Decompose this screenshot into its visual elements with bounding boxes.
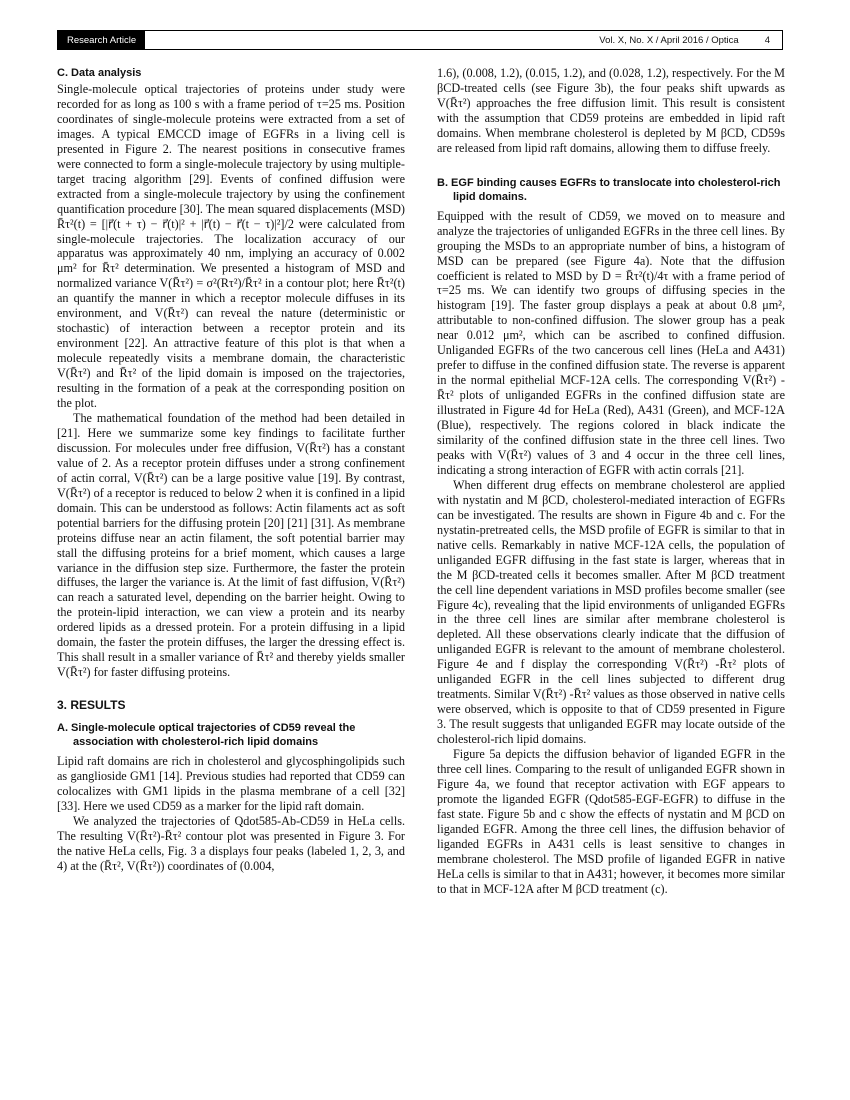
heading-results-b: B. EGF binding causes EGFRs to translocate into cholesterol-rich lipid domains. — [437, 176, 781, 203]
paragraph-results-b-2: When different drug effects on membrane cholesterol are applied with nystatin and M βCD, cholesterol-mediated interaction of EGFRs can be investigated. The results are shown in Figure 4b and c. For the nystatin-pretreated cells, the MSD profile of EGFR is similar to that in native cells. Remarkably in native MCF-12A cells, the population of unliganded EGFR diffusing in the fast state is larger, whereas that in the M βCD-treated cells it becomes smaller. After M βCD treatment the cell line dependent variations in MSD profiles become smaller (see Figure 4c), revealing that the lipid environments of unliganded EGFRs in the three cell lines are similar after membrane cholesterol is depleted. All these observations clearly indicate that the diffusion of unliganded EGFR is relevant to the amount of membrane cholesterol. Figure 4e and f display the corresponding V(R̄τ²) -R̄τ² plots of unliganded EGFR in the cell lines subjected to different drug treatments. Similar V(R̄τ²) -R̄τ² values as those observed in native cells were observed, which is opposite to that of CD59 presented in Figure 3. The result suggests that unliganded EGFR may locate outside of the cholesterol-rich lipid domains. — [437, 477, 785, 747]
left-column — [57, 66, 405, 874]
heading-results: 3. RESULTS — [57, 698, 126, 713]
right-column — [437, 66, 785, 897]
paragraph-results-a-2: We analyzed the trajectories of Qdot585-Ab-CD59 in HeLa cells. The resulting V(R̄τ²)-R̄τ² contour plot was presented in Figure 3. For the native HeLa cells, Fig. 3 a displays four peaks (labeled 1, 2, 3, and 4) at the (R̄τ², V(R̄τ²)) coordinates of (0.004, — [57, 813, 405, 873]
paragraph-results-a-3: 1.6), (0.008, 1.2), (0.015, 1.2), and (0.028, 1.2), respectively. For the M βCD-treated cells (see Figure 3b), the four peaks shift upwards as V(R̄τ²) approaches the free diffusion limit. This result is consistent with the assumption that CD59 proteins are embedded in lipid raft domains. When membrane cholesterol is depleted by M βCD, CD59s are released from lipid raft domains, allowing them to diffuse freely. — [437, 66, 785, 155]
page-number: 4 — [764, 34, 770, 46]
paragraph-data-analysis-1: Single-molecule optical trajectories of proteins under study were recorded for as long as 100 s with a frame period of τ=25 ms. Position coordinates of single-molecule proteins were extracted from a set of images. A typical EMCCD image of EGFRs in a living cell is presented in Figure 2. The nearest positions in consecutive frames were connected to form a single-molecule trajectory by using multiple-target tracing algorithm [29]. Events of confined diffusion were extracted from a single-molecule trajectory by using the confinement quantification procedure [30]. The mean squared displacements (MSD) R̄τ²(t) = [|r⃗(t + τ) − r⃗(t)|² + |r⃗(t) − r⃗(t − τ)|²]/2 were calculated from single-molecule trajectories. The localization accuracy of our apparatus was approximately 40 nm, implying an accuracy of 0.002 μm² for R̄τ² determination. We presented a histogram of MSD and normalized variance V(R̄τ²) = σ²(Rτ²)/R̄τ² in a contour plot; here R̄τ²(t) an quantify the manner in which a receptor molecule diffuses in its environment, and V(R̄τ²) can reveal the nature (deterministic or stochastic) of interaction between a receptor protein and its environment [22]. An attractive feature of this plot is that when a molecule repeatedly visits a membrane domain, the characteristic V(R̄τ²) and R̄τ² of the lipid domain is imposed on the trajectories, resulting in the formation of a peak at the corresponding position on the plot. — [57, 82, 405, 411]
paragraph-results-b-1: Equipped with the result of CD59, we moved on to measure and analyze the trajectories of unliganded EGFRs in the three cell lines. By grouping the MSDs to an appropriate number of bins, a histogram of MSD can be prepared (see Figure 4a). Note that the diffusion coefficient is related to MSD by D = R̄τ²(t)/4τ with a frame period of τ=25 ms. We can identify two groups of diffusing species in the histogram [19]. The faster group displays a peak at about 0.8 μm², attributable to non-confined diffusion. The slower group has a peak near 0.012 μm², which can be ascribed to confined diffusion. Unliganded EGFRs of the two cancerous cell lines (HeLa and A431) prefer to diffuse in the confined diffusion state. The reverse is apparent in the normal epithelial MCF-12A cells. The corresponding V(R̄τ²) -R̄τ² plots of unliganded EGFRs in the confined diffusion state are illustrated in Figure 4d for HeLa (Red), A431 (Green), and MCF-12A (Blue), respectively. The regions colored in black indicate the similarity of the confined diffusion state in the three cell lines. Two peaks with V(R̄τ²) values of 3 and 4 occur in the three cell lines, indicating a strong interaction of EGFR with actin corrals [21]. — [437, 208, 785, 477]
paragraph-results-b-3: Figure 5a depicts the diffusion behavior of liganded EGFR in the three cell lines. Comparing to the result of unliganded EGFR shown in Figure 4a, we found that receptor activation with EGF appears to promote the liganded EGFR (Qdot585-EGF-EGFR) to diffuse in the fast state. Figure 5b and c show the effects of nystatin and M βCD on liganded EGFR. Among the three cell lines, the diffusion behavior of liganded EGFRs in A431 cells is least sensitive to changes in membrane cholesterol. The MSD profile of liganded EGFR in native HeLa cells is similar to that in A431; however, it becomes more similar to that in MCF-12A after M βCD treatment (c). — [437, 747, 785, 896]
heading-results-a: A. Single-molecule optical trajectories of CD59 reveal the association with cholesterol-rich lipid domains — [57, 722, 356, 749]
article-type-label: Research Article — [58, 31, 145, 49]
journal-info: Vol. X, No. X / April 2016 / Optica — [599, 34, 739, 46]
section-gap — [437, 156, 785, 176]
paragraph-data-analysis-2: The mathematical foundation of the method had been detailed in [21]. Here we summarize some key findings to facilitate further discussion. For molecules under free diffusion, V(R̄τ²) has a constant value of 2. As a receptor protein diffuses under a strong confinement of actin corral, V(R̄τ²) can be a large positive value [19]. By contrast, V(R̄τ²) of a receptor is reduced to below 2 when it is confined in a lipid domain. This can be understood as follows: Actin filaments act as soft potential barriers for the diffusing protein [20] [21] [31]. As membrane proteins diffuse near an actin filament, the soft potential barrier may stall the diffusing proteins for a brief moment, which causes a large variance in the diffusion step size. Furthermore, the faster the protein diffuses, the larger the variance is. At the limit of fast diffusion, V(R̄τ²) can reach a saturated level, depending on the barrier height. Owing to the protein-lipid interaction, we can view a protein and its nearby ordered lipids as a dressed protein. For a protein diffusing in a lipid domain, the faster the protein diffuses, the larger the dressing effect is. This shall result in a smaller variance of R̄τ² and thereby yields smaller V(R̄τ²) for faster diffusing proteins. — [57, 410, 406, 680]
heading-data-analysis: C. Data analysis — [57, 67, 142, 79]
page-header — [57, 30, 783, 50]
paragraph-results-a-1: Lipid raft domains are rich in cholesterol and glycosphingolipids such as ganglioside GM1 [14]. Previous studies had reported that CD59 can colocalizes with GM1 lipids in the plasma membrane of a cell [32] [33]. Here we used CD59 as a marker for the lipid raft domain. — [57, 754, 405, 813]
